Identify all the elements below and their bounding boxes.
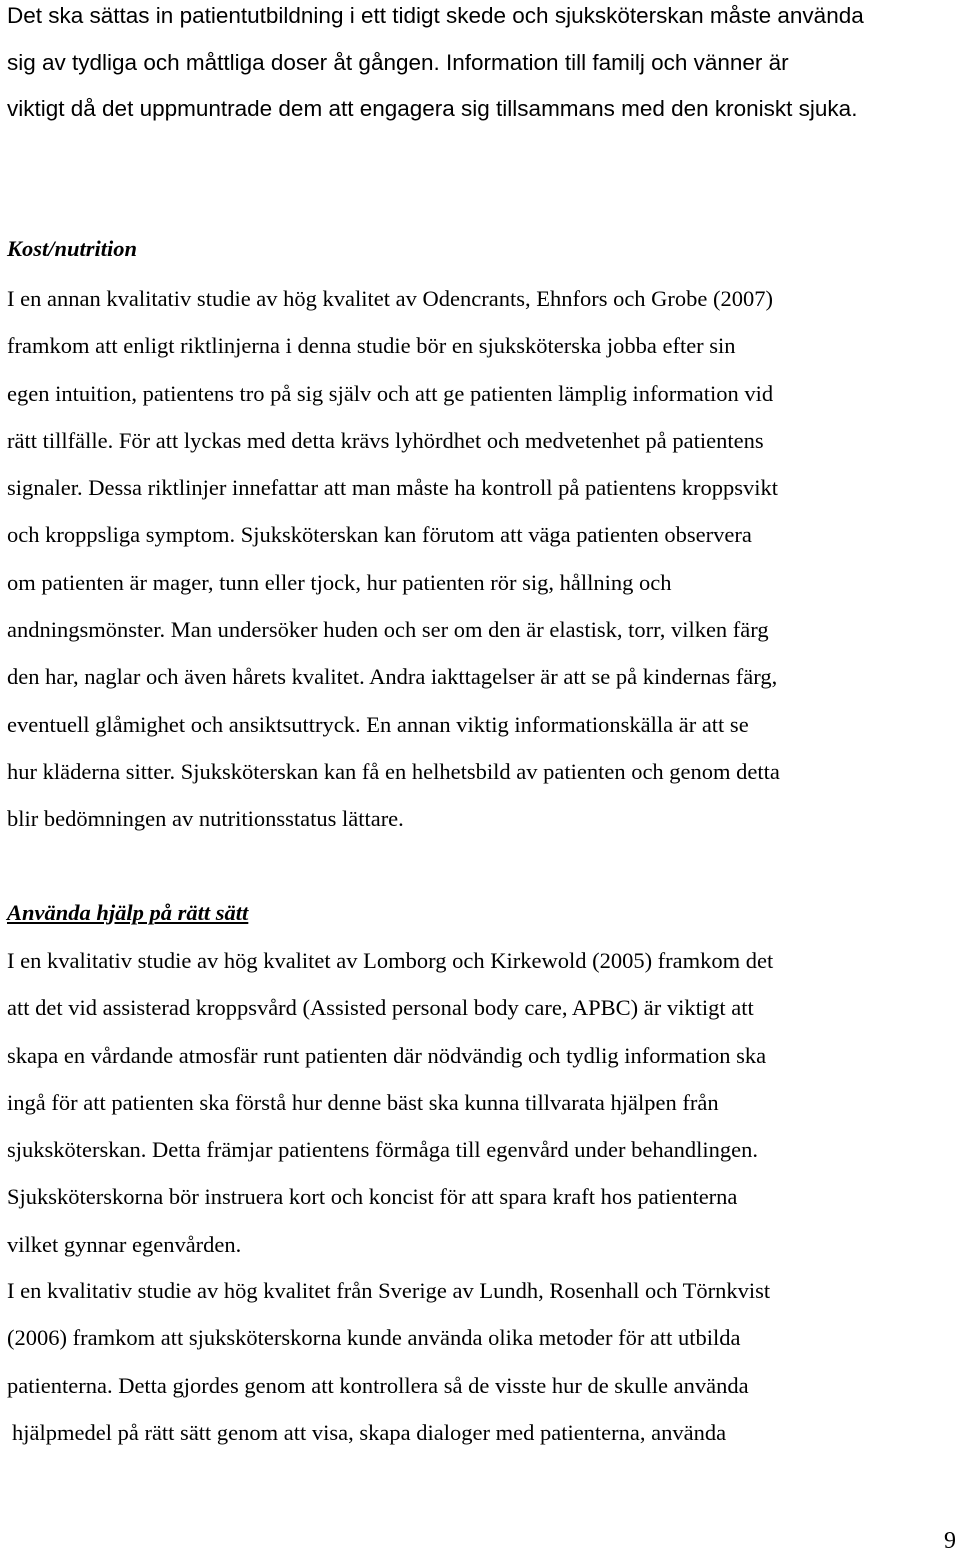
page-number: 9 [944,1528,956,1554]
text-line: viktigt då det uppmuntrade dem att engagera sig tillsammans med den kroniskt sjuka. [7,96,858,122]
text-line: framkom att enligt riktlinjerna i denna studie bör en sjuksköterska jobba efter sin [7,333,736,359]
section-paragraph-anvanda-hjalp [7,937,773,1268]
text-line: blir bedömningen av nutritionsstatus lättare. [7,806,404,832]
text-line: sig av tydliga och måttliga doser åt gången. Information till familj och vänner är [7,49,789,75]
text-line: I en annan kvalitativ studie av hög kvalitet av Odencrants, Ehnfors och Grobe (2007) [7,286,774,311]
section-paragraph-lundh-study [7,1267,770,1456]
text-line: egen intuition, patientens tro på sig själv och att ge patienten lämplig information vid [7,380,774,406]
text-line: rätt tillfälle. För att lyckas med detta krävs lyhördhet och medvetenhet på patientens [7,427,764,453]
text-line: I en kvalitativ studie av hög kvalitet från Sverige av Lundh, Rosenhall och Törnkvist [7,1278,771,1303]
text-line: den har, naglar och även hårets kvalitet. Andra iakttagelser är att se på kindernas färg, [7,664,778,690]
text-line: om patienten är mager, tunn eller tjock, hur patienten rör sig, hållning och [7,569,672,595]
text-line: I en kvalitativ studie av hög kvalitet av Lomborg och Kirkewold (2005) framkom det [7,948,774,973]
section-heading-kost-nutrition: Kost/nutrition [7,236,138,261]
text-line: signaler. Dessa riktlinjer innefattar att man måste ha kontroll på patientens kroppsvikt [7,475,779,501]
text-line: skapa en vårdande atmosfär runt patienten där nödvändig och tydlig information ska [7,1042,767,1068]
text-line: och kroppsliga symptom. Sjuksköterskan kan förutom att väga patienten observera [7,522,752,548]
text-line: hjälpmedel på rätt sätt genom att visa, skapa dialoger med patienterna, använda [12,1419,727,1445]
text-line: (2006) framkom att sjuksköterskorna kunde använda olika metoder för att utbilda [7,1325,741,1351]
text-line: andningsmönster. Man undersöker huden och ser om den är elastisk, torr, vilken färg [7,617,769,643]
text-line: patienterna. Detta gjordes genom att kontrollera så de visste hur de skulle använda [7,1372,749,1398]
text-line: hur kläderna sitter. Sjuksköterskan kan få en helhetsbild av patienten och genom detta [7,758,780,784]
section-paragraph-kost-nutrition [7,275,780,843]
text-line: vilket gynnar egenvården. [7,1231,242,1257]
intro-paragraph [7,0,953,133]
text-line: ingå för att patienten ska förstå hur denne bäst ska kunna tillvarata hjälpen från [7,1089,719,1115]
text-line: Sjuksköterskorna bör instruera kort och koncist för att spara kraft hos patienterna [7,1184,738,1210]
text-line: att det vid assisterad kroppsvård (Assisted personal body care, APBC) är viktigt att [7,995,754,1021]
section-heading-anvanda-hjalp: Använda hjälp på rätt sätt [7,900,249,925]
document-page [7,0,953,1445]
text-line: Det ska sättas in patientutbildning i ett tidigt skede och sjuksköterskan måste använda [7,3,864,28]
text-line: sjuksköterskan. Detta främjar patientens förmåga till egenvård under behandlingen. [7,1137,758,1163]
text-line: eventuell glåmighet och ansiktsuttryck. En annan viktig informationskälla är att se [7,711,749,737]
